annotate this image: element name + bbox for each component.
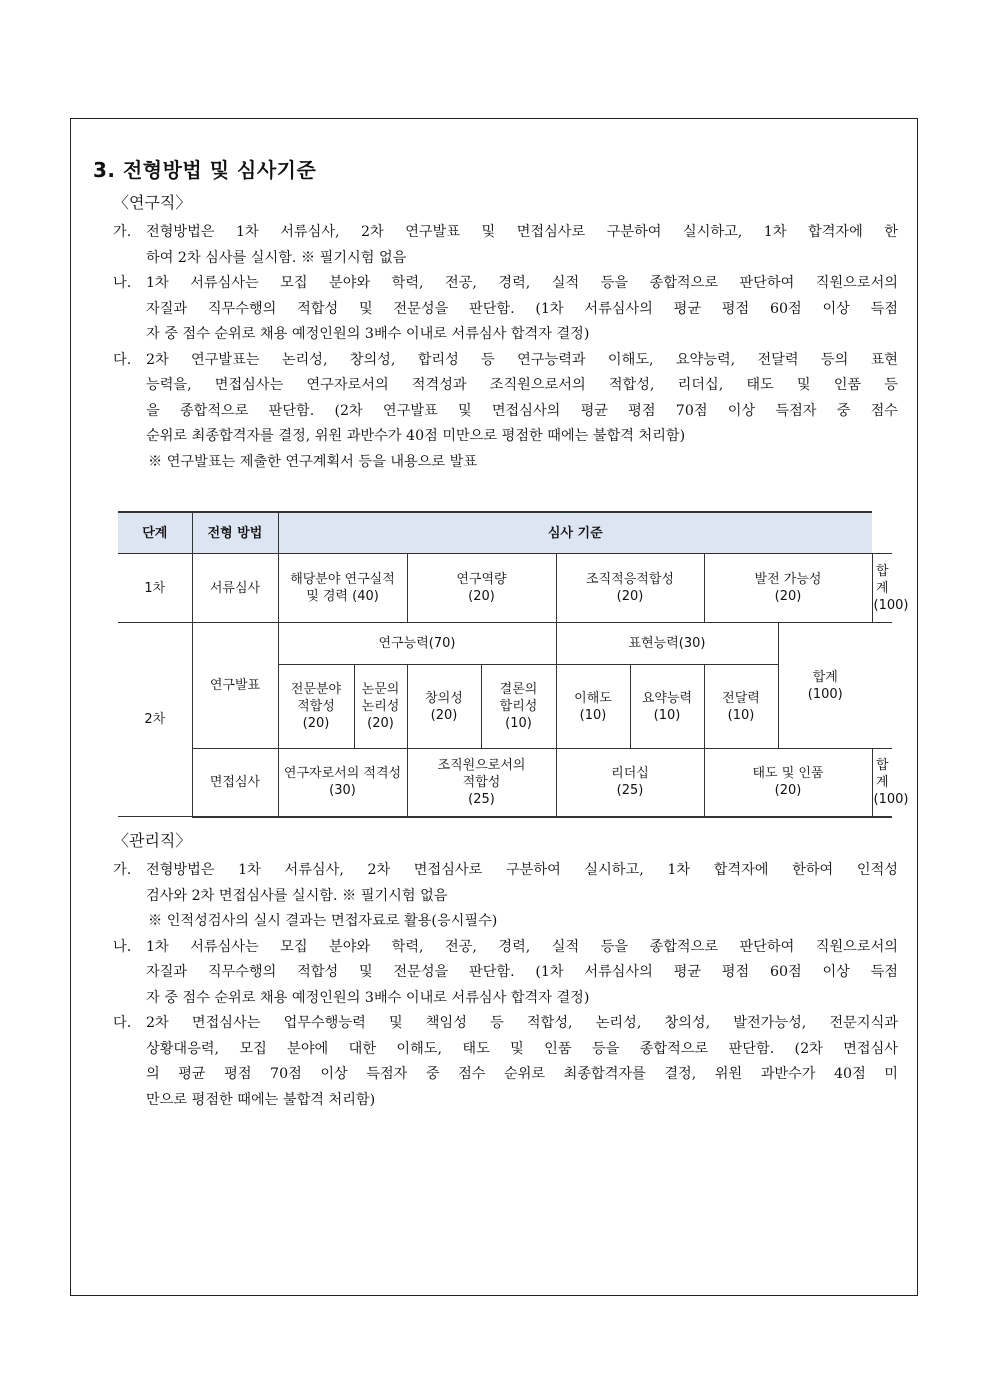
criteria-cell: 연구역량 (20) [407, 554, 556, 623]
admin-para-na: 나. 1차 서류심사는 모집 분야와 학력, 전공, 경력, 실적 등을 종합적으로 판단하여 직원으로서의 [113, 938, 898, 955]
criteria-cell: 리더십 (25) [556, 749, 704, 817]
table-row-stage1: 1차 서류심사 해당분야 연구실적 및 경력 (40) 연구역량 (20) 조직적응적합성 (20) 발전 가능성 (20) 합계 (100) [118, 554, 892, 623]
research-note: ※ 연구발표는 제출한 연구계획서 등을 내용으로 발표 [148, 453, 478, 470]
criteria-cell: 전문분야 적합성 (20) [278, 665, 354, 749]
criteria-cell: 조직원으로서의 적합성 (25) [407, 749, 556, 817]
header-method: 전형 방법 [192, 512, 278, 554]
admin-note: ※ 인적성검사의 실시 결과는 면접자료로 활용(응시필수) [148, 913, 498, 929]
criteria-cell: 이해도 (10) [556, 665, 630, 749]
admin-para-da: 다. 2차 면접심사는 업무수행능력 및 책임성 등 적합성, 논리성, 창의성, 발전가능성, 전문지식과 [113, 1015, 898, 1031]
section-title: 3. 전형방법 및 심사기준 [93, 158, 317, 182]
research-para-da: 다. 2차 연구발표는 논리성, 창의성, 합리성 등 연구능력과 이해도, 요약능력, 전달력 등의 표현 [113, 351, 898, 368]
table-row-stage2-groups: 2차 연구발표 연구능력(70) 표현능력(30) 합계 (100) [118, 623, 892, 665]
criteria-cell: 조직적응적합성 (20) [556, 554, 704, 623]
admin-para-ga: 가. 전형방법은 1차 서류심사, 2차 면접심사로 구분하여 실시하고, 1차 합격자에 한하여 인적성 [113, 862, 898, 878]
criteria-cell: 전달력 (10) [704, 665, 778, 749]
criteria-cell: 논문의 논리성 (20) [354, 665, 407, 749]
header-criteria: 심사 기준 [278, 512, 872, 554]
research-heading: 〈연구직〉 [113, 193, 192, 212]
criteria-cell: 결론의 합리성 (10) [481, 665, 556, 749]
criteria-cell: 발전 가능성 (20) [704, 554, 872, 623]
criteria-total: 합계 (100) [872, 554, 892, 623]
criteria-cell: 연구자로서의 적격성 (30) [278, 749, 407, 817]
criteria-table [118, 511, 909, 818]
research-paragraphs: 가. 전형방법은 1차 서류심사, 2차 연구발표 및 면접심사로 구분하여 실시하고, 1차 합격자에 한 하여 2차 심사를 실시함. ※ 필기시험 없음 나. 1차 서류심사는 모집 분야와 학력, 전공, 경력, 실적 등을 종합적으로 판단하여 직원으로서의 자질과 직무수행의 적합성 및 전문성을 판단함. (1차 서류심사의 평균 평점 60점 이상 득점 자 중 점수 순위로 채용 예정인원의 3배수 이내로 서류심사 합격자 결정) 다. 2차 연구발표는 논리성, 창의성, 합리성 등 연구능력과 이해도, 요약능력, 전달력 등의 표현 능력을, 면접심사는 연구자로서의 적격성과 조직원으로서의 적합성, 리더십, 태도 및 인품 등 을 종합적으로 판단함. (2차 연구발표 및 면접심사의 평균 평점 70점 이상 득점자 중 점수 순위로 최종합격자를 결정, 위원 과반수가 40점 미만으로 평점한 때에는 불합격 처리함) ※ 연구발표는 제출한 연구계획서 등을 내용으로 발표 [113, 220, 898, 475]
group-research-ability: 연구능력(70) [278, 623, 556, 665]
table-row-stage2-interview: 면접심사 연구자로서의 적격성 (30) 조직원으로서의 적합성 (25) 리더십 (25) 태도 및 인품 (20) 합계 (100) [118, 749, 892, 817]
criteria-cell: 창의성 (20) [407, 665, 481, 749]
group-expression-ability: 표현능력(30) [556, 623, 778, 665]
research-para-na: 나. 1차 서류심사는 모집 분야와 학력, 전공, 경력, 실적 등을 종합적으로 판단하여 직원으로서의 [113, 275, 898, 291]
criteria-total: 합계 (100) [872, 749, 892, 817]
research-para-ga: 가. 전형방법은 1차 서류심사, 2차 연구발표 및 면접심사로 구분하여 실시하고, 1차 합격자에 한 [113, 224, 898, 240]
admin-heading: 〈관리직〉 [113, 831, 192, 850]
criteria-cell: 태도 및 인품 (20) [704, 749, 872, 817]
criteria-cell: 요약능력 (10) [630, 665, 704, 749]
header-stage: 단계 [118, 512, 192, 554]
admin-paragraphs: 가. 전형방법은 1차 서류심사, 2차 면접심사로 구분하여 실시하고, 1차 합격자에 한하여 인적성 검사와 2차 면접심사를 실시함. ※ 필기시험 없음 ※ 인적성검사의 실시 결과는 면접자료로 활용(응시필수) 나. 1차 서류심사는 모집 분야와 학력, 전공, 경력, 실적 등을 종합적으로 판단하여 직원으로서의 자질과 직무수행의 적합성 및 전문성을 판단함. (1차 서류심사의 평균 평점 60점 이상 득점 자 중 점수 순위로 채용 예정인원의 3배수 이내로 서류심사 합격자 결정) 다. 2차 면접심사는 업무수행능력 및 책임성 등 적합성, 논리성, 창의성, 발전가능성, 전문지식과 상황대응력, 모집 분야에 대한 이해도, 태도 및 인품 등을 종합적으로 판단함. (2차 면접심사 의 평균 평점 70점 이상 득점자 중 점수 순위로 최종합격자를 결정, 위원 과반수가 40점 미 만으로 평점한 때에는 불합격 처리함) [113, 858, 898, 1113]
criteria-total: 합계 (100) [778, 623, 872, 749]
criteria-cell: 해당분야 연구실적 및 경력 (40) [278, 554, 407, 623]
